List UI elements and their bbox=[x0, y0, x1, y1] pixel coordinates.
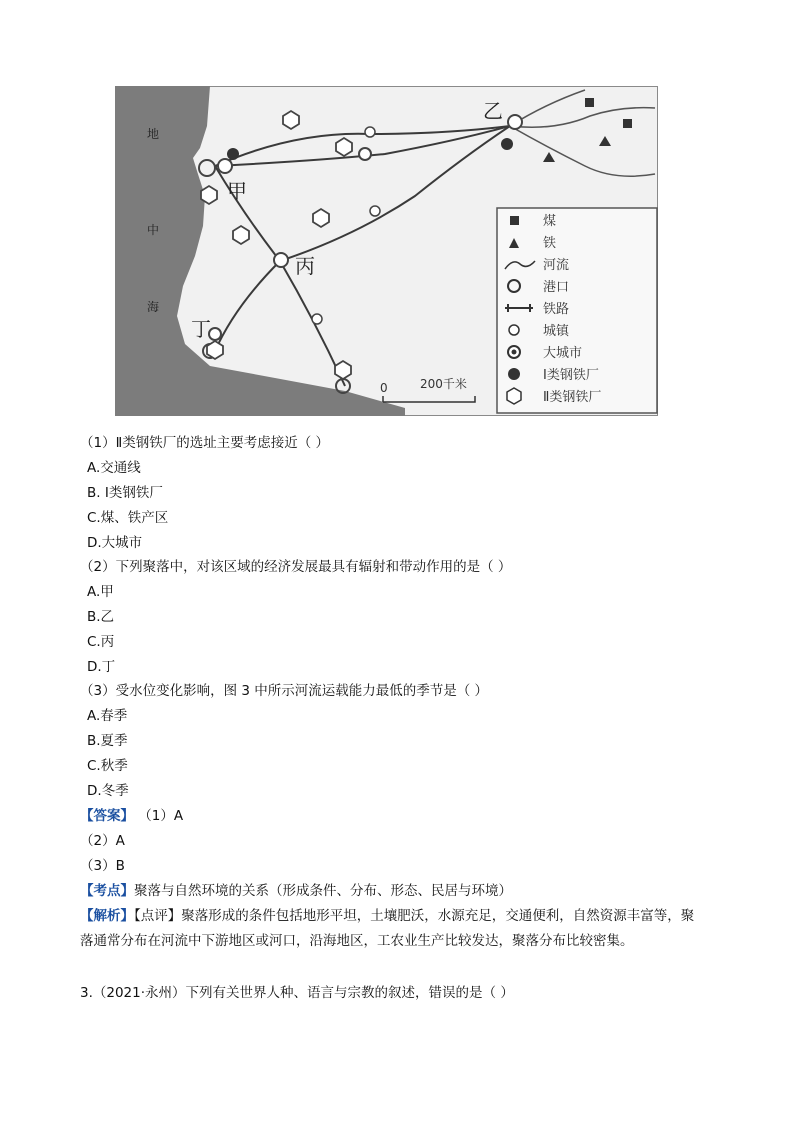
sea-char-1: 地 bbox=[147, 127, 160, 141]
label-yi: 乙 bbox=[483, 99, 503, 123]
legend-steel-2-icon bbox=[507, 388, 521, 404]
legend-coal-icon bbox=[510, 216, 519, 225]
answer-3: （3）B bbox=[80, 858, 125, 874]
legend-port: 港口 bbox=[543, 280, 570, 295]
sea-char-2: 中 bbox=[147, 223, 160, 237]
jiexi-text-1: 【点评】聚落形成的条件包括地形平坦，土壤肥沃，水源充足，交通便利，自然资源丰富等，聚 bbox=[134, 908, 695, 924]
city-jia bbox=[218, 159, 232, 173]
q3-stem: （3）受水位变化影响，图 3 中所示河流运载能力最低的季节是（ ） bbox=[80, 683, 489, 699]
town-3 bbox=[312, 314, 322, 324]
steel-plant-2-b bbox=[336, 138, 352, 156]
scale-zero: 0 bbox=[380, 381, 388, 395]
legend-iron: 铁 bbox=[543, 236, 557, 251]
sea-char-3: 海 bbox=[147, 300, 160, 314]
jiexi-line-1 bbox=[80, 907, 694, 925]
legend-big-city: 大城市 bbox=[543, 346, 583, 361]
city-bing bbox=[274, 253, 288, 267]
legend-steel-1-icon bbox=[508, 368, 520, 380]
steel-plant-2-d bbox=[313, 209, 329, 227]
q1-stem: （1）Ⅱ类钢铁厂的选址主要考虑接近（ ） bbox=[80, 435, 330, 451]
legend-river: 河流 bbox=[543, 258, 570, 273]
coal-symbol-2 bbox=[623, 119, 632, 128]
kaodian-line bbox=[80, 882, 512, 900]
q3-option-b: B.夏季 bbox=[87, 733, 128, 749]
legend-steel-1: Ⅰ类钢铁厂 bbox=[543, 368, 599, 383]
q2-option-c: C.丙 bbox=[87, 634, 115, 650]
q2-option-d: D.丁 bbox=[87, 659, 116, 675]
q2-option-b: B.乙 bbox=[87, 609, 115, 625]
steel-plant-1-a bbox=[501, 138, 513, 150]
next-question: 3.（2021·永州）下列有关世界人种、语言与宗教的叙述，错误的是（ ） bbox=[80, 985, 514, 1001]
label-ding: 丁 bbox=[191, 317, 211, 341]
answer-label: 【答案】 bbox=[80, 808, 134, 824]
legend-town-icon bbox=[509, 325, 519, 335]
q3-option-d: D.冬季 bbox=[87, 783, 129, 799]
q2-stem: （2）下列聚落中，对该区域的经济发展最具有辐射和带动作用的是（ ） bbox=[80, 559, 512, 575]
label-bing: 丙 bbox=[295, 254, 315, 278]
q1-option-c: C.煤、铁产区 bbox=[87, 510, 169, 526]
steel-plant-2-e bbox=[233, 226, 249, 244]
kaodian-text: 聚落与自然环境的关系（形成条件、分布、形态、民居与环境） bbox=[134, 883, 512, 899]
q3-option-a: A.春季 bbox=[87, 708, 128, 724]
q3-option-c: C.秋季 bbox=[87, 758, 128, 774]
steel-plant-2-c bbox=[201, 186, 217, 204]
kaodian-label: 【考点】 bbox=[80, 883, 134, 899]
coal-symbol-1 bbox=[585, 98, 594, 107]
answer-line bbox=[80, 807, 183, 825]
steel-plant-2-g bbox=[207, 341, 223, 359]
legend bbox=[497, 208, 657, 413]
map-figure bbox=[115, 86, 658, 416]
q1-option-d: D.大城市 bbox=[87, 535, 143, 551]
q2-option-a: A.甲 bbox=[87, 584, 114, 600]
town-1 bbox=[365, 127, 375, 137]
q1-option-b: B. Ⅰ类钢铁厂 bbox=[87, 485, 163, 501]
legend-coal: 煤 bbox=[543, 214, 557, 229]
legend-railway: 铁路 bbox=[543, 302, 570, 317]
jiexi-label: 【解析】 bbox=[80, 908, 134, 924]
legend-big-city-dot bbox=[512, 350, 517, 355]
legend-steel-2: Ⅱ类钢铁厂 bbox=[543, 390, 602, 405]
scale-text: 200千米 bbox=[420, 377, 467, 391]
answer-2: （2）A bbox=[80, 833, 125, 849]
city-mid bbox=[359, 148, 371, 160]
legend-town: 城镇 bbox=[543, 324, 570, 339]
steel-plant-2-a bbox=[283, 111, 299, 129]
jiexi-line-2: 落通常分布在河流中下游地区或河口，沿海地区，工农业生产比较发达，聚落分布比较密集。 bbox=[80, 933, 634, 949]
steel-plant-2-f bbox=[335, 361, 351, 379]
answer-1: （1）A bbox=[138, 808, 184, 824]
town-2 bbox=[370, 206, 380, 216]
q1-option-a: A.交通线 bbox=[87, 460, 141, 476]
city-yi bbox=[508, 115, 522, 129]
label-jia: 甲 bbox=[227, 179, 247, 203]
steel-plant-1-b bbox=[227, 148, 239, 160]
